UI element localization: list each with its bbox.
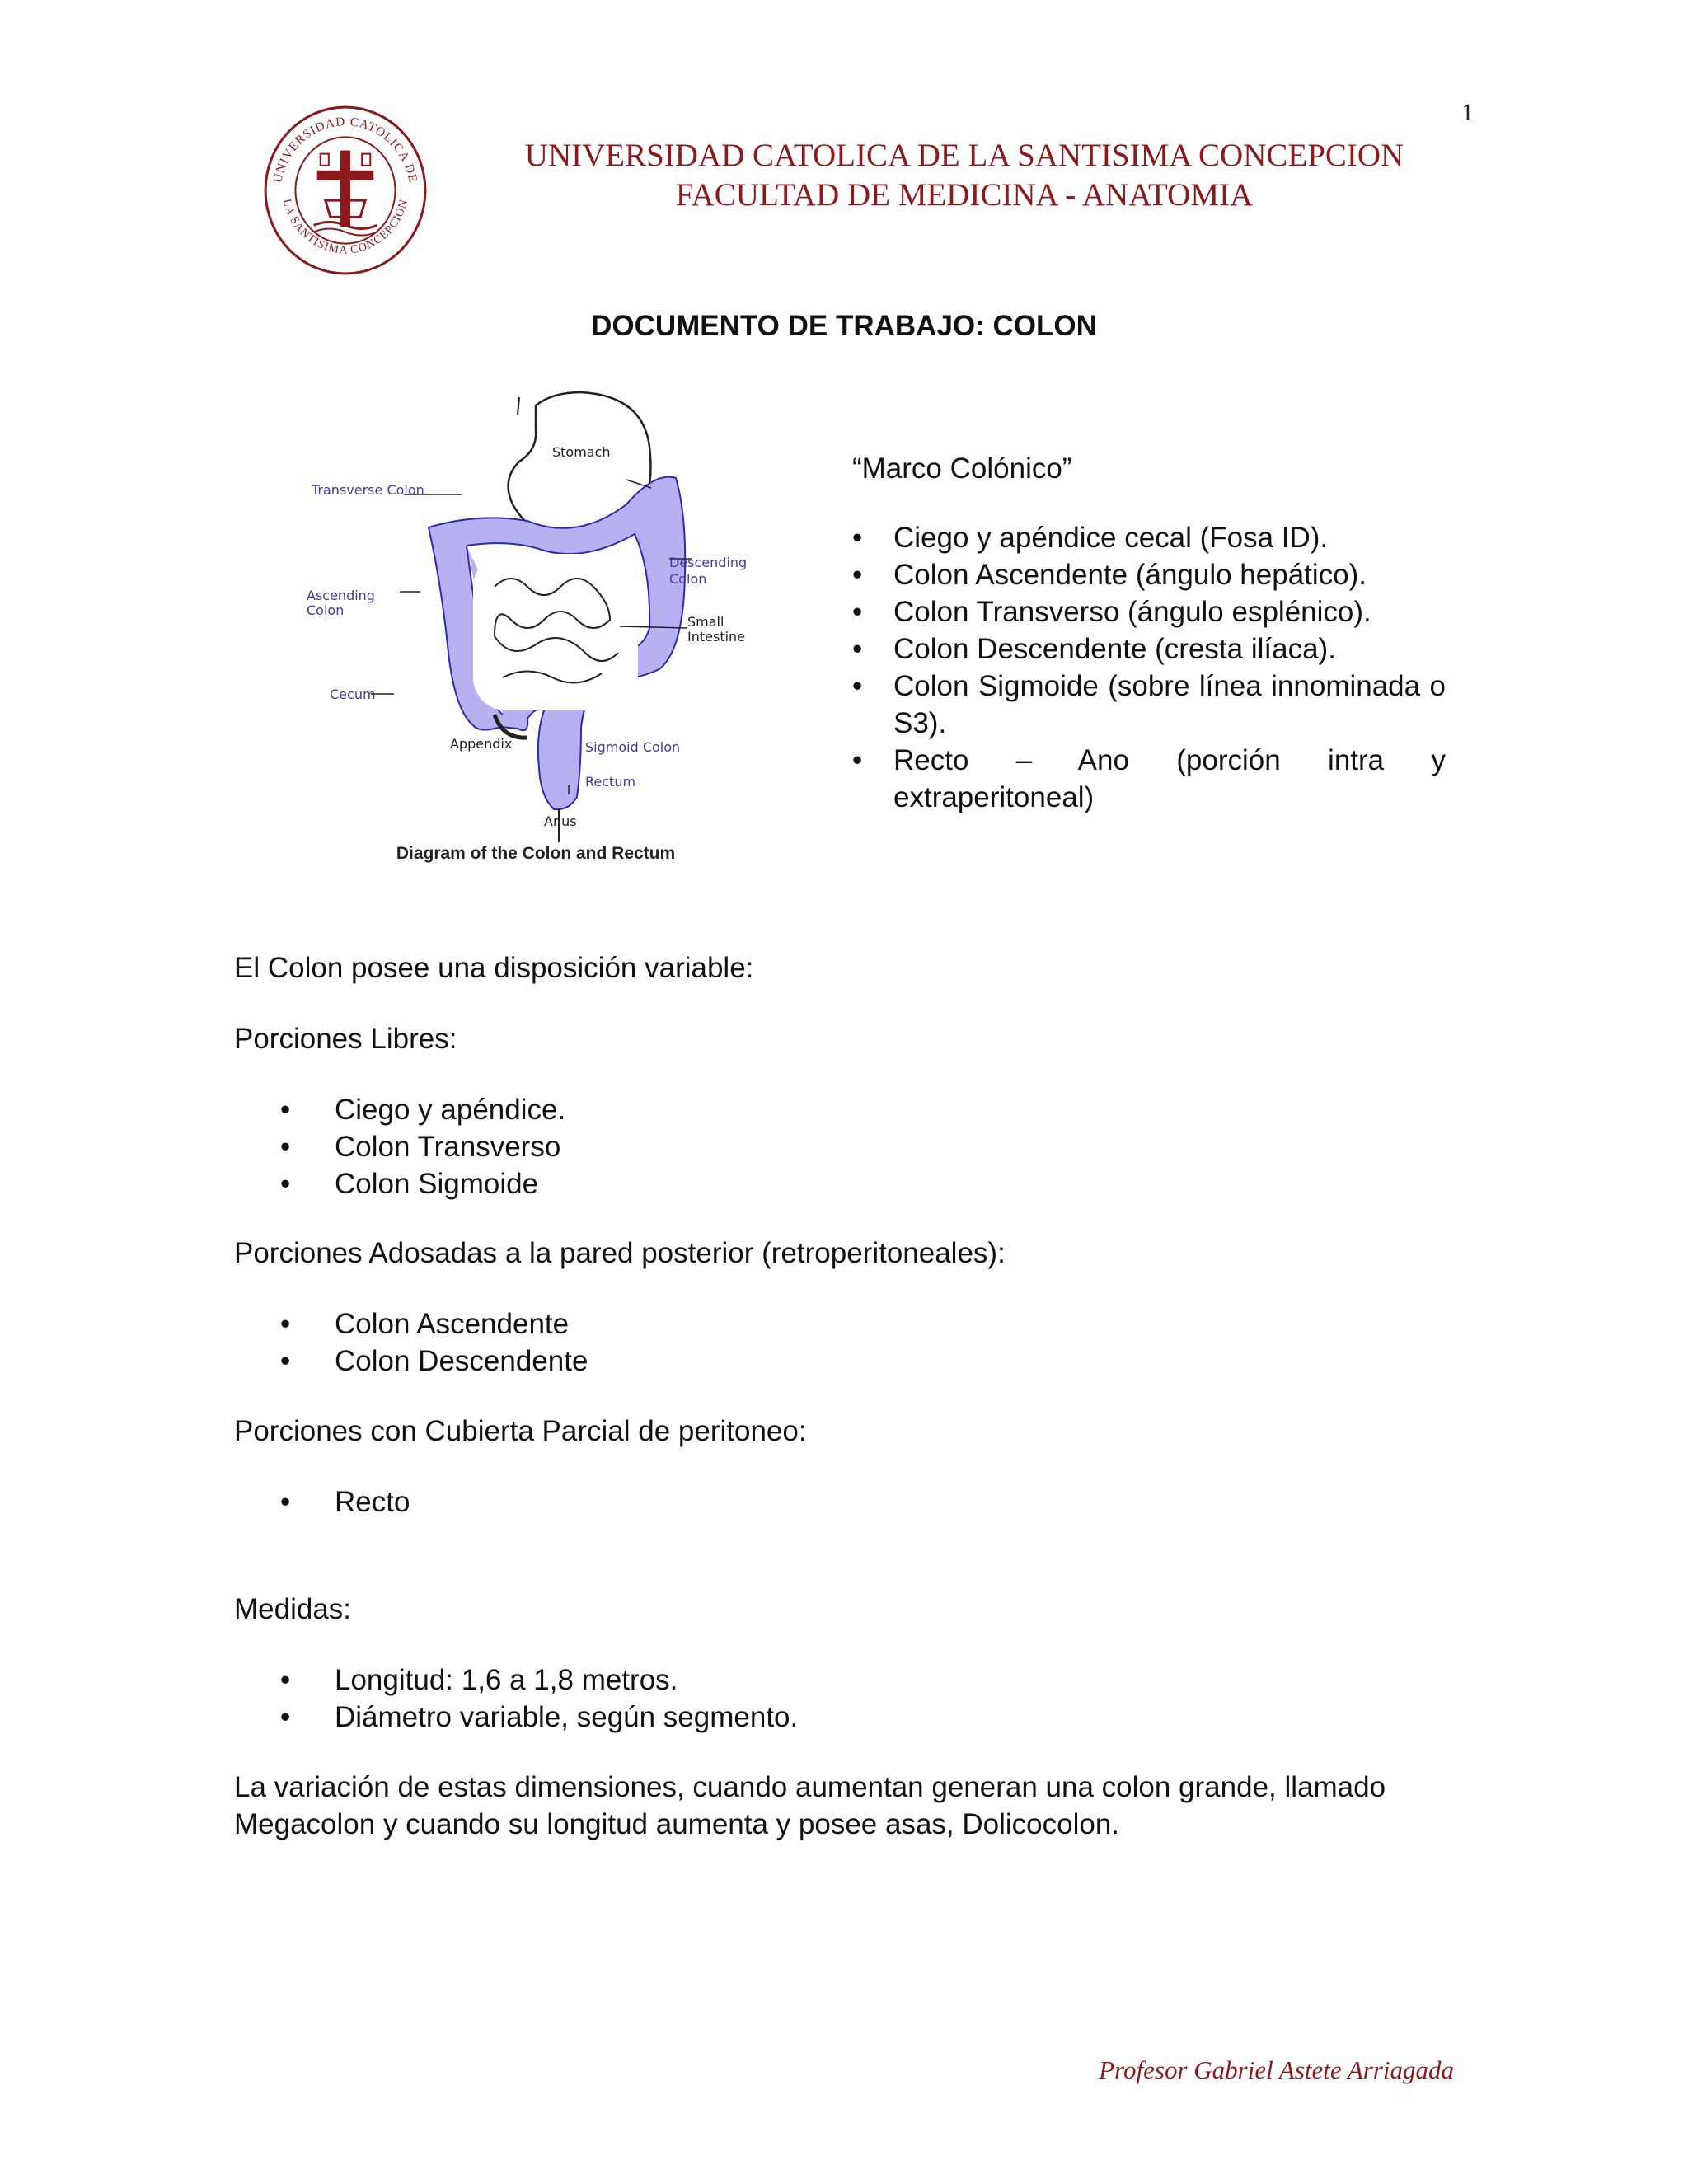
- label-ascending-colon-1: Ascending: [307, 588, 375, 603]
- disposicion-text: El Colon posee una disposición variable:: [234, 952, 754, 984]
- marco-list: [852, 519, 1446, 816]
- libres-list: [280, 1091, 565, 1202]
- label-rectum: Rectum: [585, 774, 636, 790]
- list-item: • Colon Sigmoide (sobre línea innominada o S3).: [852, 670, 1446, 739]
- label-cecum: Cecum: [330, 687, 376, 702]
- adosadas-list: [280, 1305, 588, 1380]
- label-ascending-colon-2: Colon: [307, 602, 345, 618]
- footer-author: Profesor Gabriel Astete Arriagada: [1099, 2055, 1454, 2084]
- closing-paragraph: La variación de estas dimensiones, cuando aumentan generan una colon grande, llamado Megacolon y cuando su longitud aumenta y posee asas, Dolicocolon.: [234, 1771, 1386, 1840]
- label-stomach: Stomach: [552, 444, 611, 460]
- label-transverse-colon: Transverse Colon: [312, 482, 424, 498]
- parcial-list: [280, 1483, 410, 1521]
- list-item: • Recto: [280, 1486, 410, 1518]
- page-number: 1: [1461, 99, 1474, 126]
- list-item: • Ciego y apéndice.: [280, 1094, 566, 1126]
- list-item: • Longitud: 1,6 a 1,8 metros.: [280, 1664, 678, 1696]
- label-small-intestine-1: Small: [687, 614, 724, 630]
- list-item: • Recto – Ano (porción intra y extraperitoneal): [852, 744, 1446, 813]
- list-item: • Colon Transverso (ángulo esplénico).: [852, 596, 1372, 628]
- adosadas-heading: Porciones Adosadas a la pared posterior (retroperitoneales):: [234, 1237, 1006, 1269]
- label-anus: Anus: [544, 813, 577, 829]
- diagram-caption: Diagram of the Colon and Rectum: [396, 844, 676, 863]
- label-appendix: Appendix: [450, 736, 513, 752]
- libres-heading: Porciones Libres:: [234, 1023, 457, 1055]
- list-item: • Colon Transverso: [280, 1131, 561, 1163]
- list-item: • Colon Descendente (cresta ilíaca).: [852, 633, 1336, 665]
- label-descending-colon-2: Colon: [669, 571, 707, 587]
- medidas-heading: Medidas:: [234, 1593, 352, 1625]
- label-small-intestine-2: Intestine: [687, 629, 746, 644]
- header-university: UNIVERSIDAD CATOLICA DE LA SANTISIMA CONCEPCION: [524, 138, 1404, 173]
- list-item: • Ciego y apéndice cecal (Fosa ID).: [852, 522, 1329, 554]
- medidas-list: [280, 1661, 798, 1736]
- label-sigmoid-colon: Sigmoid Colon: [585, 739, 681, 755]
- list-item: • Colon Ascendente (ángulo hepático).: [852, 559, 1367, 591]
- svg-text:UNIVERSIDAD CATOLICA DE: UNIVERSIDAD CATOLICA DE: [271, 115, 420, 185]
- university-seal-logo: [262, 101, 429, 275]
- list-item: • Colon Descendente: [280, 1345, 588, 1377]
- marco-title: “Marco Colónico”: [852, 452, 1072, 485]
- list-item: • Colon Sigmoide: [280, 1168, 539, 1200]
- colon-diagram: [297, 381, 775, 883]
- svg-text:LA SANTISIMA CONCEPCION: LA SANTISIMA CONCEPCION: [279, 197, 411, 257]
- parcial-heading: Porciones con Cubierta Parcial de peritoneo:: [234, 1415, 807, 1447]
- list-item: • Diámetro variable, según segmento.: [280, 1701, 799, 1733]
- list-item: • Colon Ascendente: [280, 1308, 570, 1340]
- document-title: DOCUMENTO DE TRABAJO: COLON: [591, 310, 1097, 342]
- header-faculty: FACULTAD DE MEDICINA - ANATOMIA: [675, 177, 1254, 213]
- label-descending-colon-1: Descending: [669, 555, 748, 570]
